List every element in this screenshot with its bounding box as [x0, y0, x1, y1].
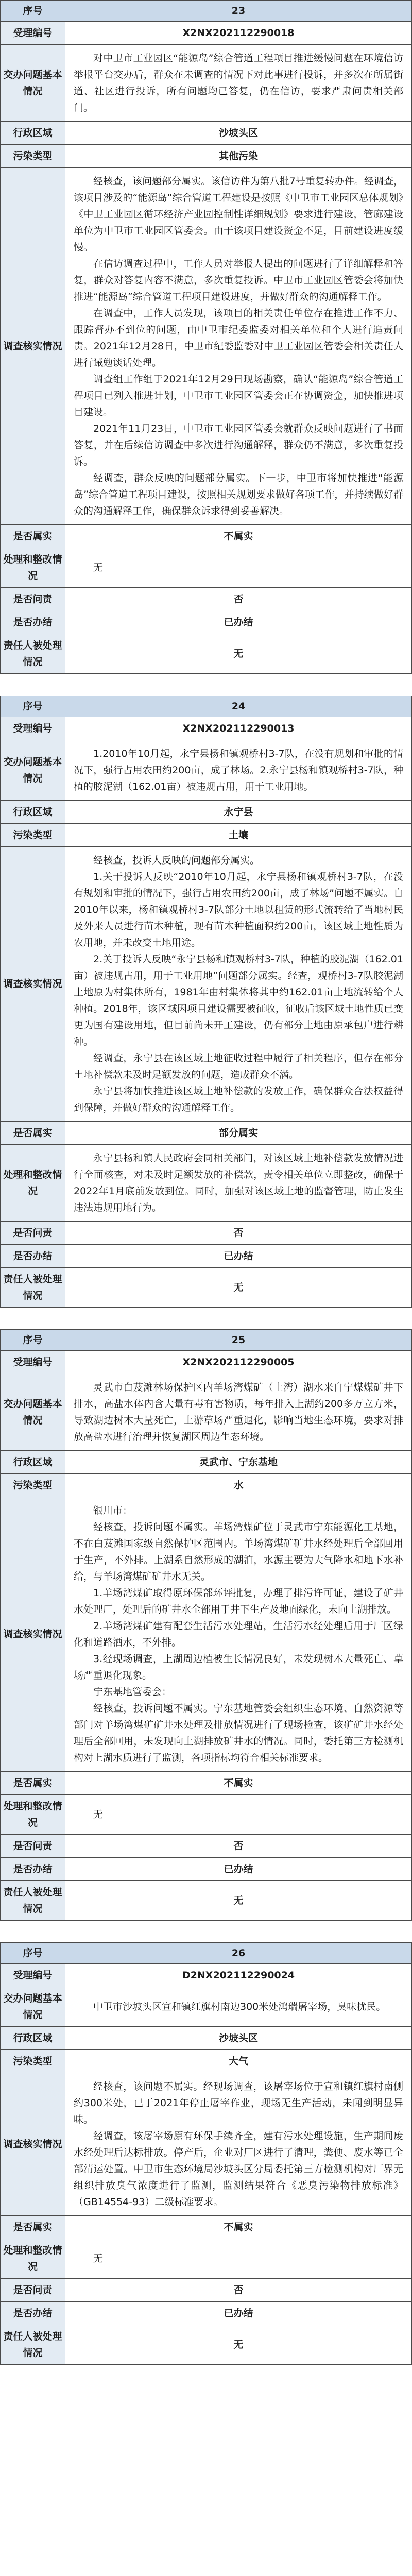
resolved-label: 是否办结 — [1, 1858, 65, 1881]
investigation-paragraph: 永宁县将加快推进该区域土地补偿款的发放工作，确保群众合法权益得到保障，并做好群众的沟通解释工作。 — [74, 1086, 403, 1113]
pollution-label: 污染类型 — [1, 1474, 65, 1497]
paragraph: 中卫市沙坡头区宣和镇红旗村南边300米处鸿瑞屠宰场，臭味扰民。 — [93, 2001, 386, 2012]
investigation-paragraph: 1.关于投诉人反映“2010年10月起，永宁县杨和镇观桥村3-7队，在没有规划和审批的情况下，强行占用农田约200亩，成了林场”问题不属实。自2010年以来，杨和镇观桥村3-7队部分土地以租赁的形式流转给了当地村民及外来人员进行苗木种植，现有苗木种植面积约200亩，该区域土地性质为农用地，并未改变土地用途。 — [74, 871, 403, 948]
region-value: 永宁县 — [65, 801, 412, 824]
investigation-paragraph: 在调查中，工作人员发现，该项目的相关责任单位存在推进工作不力、跟踪督办不到位的问题，由中卫市纪委监委对相关单位和个人进行追责问责。2021年12月28日，中卫市纪委监委对中卫工业园区管委会相关责任人进行诫勉谈话处理。 — [74, 308, 403, 368]
investigation-label: 调查核实情况 — [1, 1497, 65, 1772]
resolved-value: 已办结 — [65, 2302, 412, 2325]
pollution-label: 污染类型 — [1, 824, 65, 847]
investigation-paragraph: 经核查，该问题不属实。经现场调查，该屠宰场位于宣和镇红旗村南侧约300米处，已于2021年停止屠宰作业，现场无生产活动，未闻到明显异味。 — [74, 2081, 403, 2125]
verified-value: 不属实 — [65, 1772, 412, 1795]
pollution-value: 土壤 — [65, 824, 412, 847]
case-gap — [0, 1308, 412, 1329]
resolved-value: 已办结 — [65, 1858, 412, 1881]
paragraph: 灵武市白芨滩林场保护区内羊场湾煤矿（上湾）湖水来自宁煤煤矿井下排水，高盐水体内含大量有毒有害物质，每年排入上湖约200多万立方米，导致湖边树木大量死亡，上游草场严重退化，影响当地生态环境，要求对排放高盐水进行治理并恢复湖区周边生态环境。 — [74, 1382, 403, 1443]
investigation-paragraph: 3.经现场调查，上湖周边植被生长情况良好，未发现树木大量死亡、草场严重退化现象。 — [74, 1653, 403, 1681]
id-value: X2NX202112290013 — [65, 717, 412, 740]
region-value: 灵武市、宁东基地 — [65, 1451, 412, 1474]
investigation-paragraph: 经调查，永宁县在该区域土地征收过程中履行了相关程序，但存在部分土地补偿款未及时足额发放的问题，造成群众不满。 — [74, 1053, 403, 1080]
investigation-paragraph: 经核查，投诉人反映的问题部分属实。 — [93, 855, 260, 866]
seq-value: 25 — [65, 1330, 412, 1351]
investigation-paragraph: 经核查，该问题部分属实。该信访件为第八批7号重复转办件。经调查，该项目涉及的“能源岛”综合管道工程建设是按照《中卫市工业园区总体规划》《中卫工业园区循环经济产业园控制性详细规划》要求进行建设，管廊建设单位为中卫市工业园区管委会。由于该项目建设资金不足，目前建设进度缓慢。 — [74, 176, 403, 253]
accountable-value: 否 — [65, 1222, 412, 1245]
handling-value — [65, 1145, 412, 1222]
id-label: 受理编号 — [1, 717, 65, 740]
person-value: 无 — [65, 1268, 412, 1308]
investigation-paragraph: 银川市： — [93, 1505, 133, 1516]
case-table — [0, 0, 412, 674]
handling-label: 处理和整改情况 — [1, 1145, 65, 1222]
paragraph: 1.2010年10月起，永宁县杨和镇观桥村3-7队，在没有规划和审批的情况下，强行占用农田约200亩，成了林场。2.永宁县杨和镇观桥村3-7队，种植的胶泥湖（162.01亩）被违规占用，用于工业用地。 — [74, 748, 403, 792]
handling-label: 处理和整改情况 — [1, 1795, 65, 1835]
paragraph: 永宁县杨和镇人民政府会同相关部门，对该区域土地补偿款发放情况进行全面核查，对未及时足额发放的补偿款，责令相关单位立即整改，确保于2022年1月底前发放到位。同时，加强对该区域土地的监督管理，防止发生违法违规用地行为。 — [74, 1153, 403, 1213]
basic-value — [65, 1374, 412, 1451]
id-label: 受理编号 — [1, 1964, 65, 1987]
case-table — [0, 1329, 412, 1921]
investigation-paragraph: 2.关于投诉人反映“永宁县杨和镇观桥村3-7队，种植的胶泥湖（162.01亩）被违规占用，用于工业用地”问题部分属实。经查，观桥村3-7队胶泥湖土地原为村集体所有，1981年由村集体将其中约162.01亩土地流转给个人种植。2018年，该区域因项目建设需要被征收，征收后该区域土地性质已变更为国有建设用地，但目前尚未开工建设，仍有部分土地由原承包户进行耕种。 — [74, 954, 403, 1047]
investigation-paragraph: 经调查，该屠宰场原有环保手续齐全，建有污水处理设施，生产期间废水经处理后达标排放。停产后，企业对厂区进行了清理，粪便、废水等已全部清运处置。中卫市生态环境局沙坡头区分局委托第三方检测机构对厂界无组织排放臭气浓度进行了监测，监测结果符合《恶臭污染物排放标准》（GB14554-93）二级标准要求。 — [74, 2130, 403, 2208]
case-table — [0, 696, 412, 1308]
verified-value: 不属实 — [65, 2216, 412, 2239]
region-value: 沙坡头区 — [65, 2027, 412, 2050]
investigation-value — [65, 2073, 412, 2216]
handling-value — [65, 1795, 412, 1835]
accountable-label: 是否问责 — [1, 1222, 65, 1245]
person-value: 无 — [65, 2325, 412, 2365]
investigation-paragraph: 2.羊场湾煤矿建有配套生活污水处理站，生活污水经处理后用于厂区绿化和道路洒水，不外排。 — [74, 1620, 403, 1648]
region-label: 行政区域 — [1, 122, 65, 145]
basic-label: 交办问题基本情况 — [1, 1987, 65, 2027]
pollution-value: 其他污染 — [65, 145, 412, 168]
person-label: 责任人被处理情况 — [1, 1881, 65, 1921]
verified-label: 是否属实 — [1, 1122, 65, 1145]
resolved-label: 是否办结 — [1, 1245, 65, 1268]
seq-label: 序号 — [1, 1943, 65, 1964]
seq-label: 序号 — [1, 1330, 65, 1351]
resolved-label: 是否办结 — [1, 2302, 65, 2325]
id-value: X2NX202112290005 — [65, 1351, 412, 1374]
verified-value: 部分属实 — [65, 1122, 412, 1145]
seq-label: 序号 — [1, 696, 65, 717]
investigation-label: 调查核实情况 — [1, 2073, 65, 2216]
verified-value: 不属实 — [65, 525, 412, 548]
investigation-value — [65, 168, 412, 525]
investigation-paragraph: 在信访调查过程中，工作人员对举报人提出的问题进行了详细解释和答复，群众对答复内容不满意，多次重复投诉。中卫市工业园区管委会将加快推进“能源岛”综合管道工程项目建设进度，并做好群众的沟通解释工作。 — [74, 258, 403, 302]
accountable-label: 是否问责 — [1, 588, 65, 611]
id-label: 受理编号 — [1, 22, 65, 45]
seq-value: 26 — [65, 1943, 412, 1964]
accountable-label: 是否问责 — [1, 1835, 65, 1858]
handling-value — [65, 2239, 412, 2279]
verified-label: 是否属实 — [1, 2216, 65, 2239]
region-label: 行政区域 — [1, 801, 65, 824]
basic-value — [65, 45, 412, 122]
basic-label: 交办问题基本情况 — [1, 45, 65, 122]
resolved-value: 已办结 — [65, 1245, 412, 1268]
id-value: D2NX202112290024 — [65, 1964, 412, 1987]
person-label: 责任人被处理情况 — [1, 634, 65, 674]
resolved-label: 是否办结 — [1, 611, 65, 634]
accountable-value: 否 — [65, 588, 412, 611]
case-table — [0, 1942, 412, 2365]
person-label: 责任人被处理情况 — [1, 1268, 65, 1308]
seq-label: 序号 — [1, 1, 65, 22]
verified-label: 是否属实 — [1, 525, 65, 548]
pollution-value: 大气 — [65, 2050, 412, 2073]
investigation-label: 调查核实情况 — [1, 847, 65, 1122]
region-value: 沙坡头区 — [65, 122, 412, 145]
paragraph: 无 — [93, 562, 104, 573]
investigation-value — [65, 847, 412, 1122]
accountable-label: 是否问责 — [1, 2279, 65, 2302]
resolved-value: 已办结 — [65, 611, 412, 634]
investigation-paragraph: 经核查，投诉问题不属实。羊场湾煤矿位于灵武市宁东能源化工基地，不在白芨滩国家级自然保护区范围内。羊场湾煤矿矿井水经处理后全部回用于生产，不外排。上湖系自然形成的湖泊，水源主要为大气降水和地下水补给，与羊场湾煤矿矿井水无关。 — [74, 1521, 403, 1582]
investigation-paragraph: 2021年11月23日，中卫市工业园区管委会就群众反映问题进行了书面答复，并在后续信访调查中多次进行沟通解释，群众仍不满意，多次重复投诉。 — [74, 423, 403, 467]
basic-value — [65, 1987, 412, 2027]
investigation-paragraph: 经核查，投诉问题不属实。宁东基地管委会组织生态环境、自然资源等部门对羊场湾煤矿矿井水处理及排放情况进行了现场检查，该矿矿井水经处理后全部回用，未发现向上湖排放矿井水的情况。同时，委托第三方检测机构对上湖水质进行了监测，各项指标均符合相关标准要求。 — [74, 1703, 403, 1764]
handling-value — [65, 548, 412, 588]
accountable-value: 否 — [65, 1835, 412, 1858]
region-label: 行政区域 — [1, 1451, 65, 1474]
seq-value: 23 — [65, 1, 412, 22]
basic-value — [65, 740, 412, 801]
paragraph: 无 — [93, 1809, 104, 1820]
handling-label: 处理和整改情况 — [1, 2239, 65, 2279]
pollution-label: 污染类型 — [1, 2050, 65, 2073]
paragraph: 无 — [93, 2253, 104, 2264]
case-gap — [0, 1921, 412, 1942]
investigation-paragraph: 1.羊场湾煤矿取得原环保部环评批复，办理了排污许可证，建设了矿井水处理厂，处理后的矿井水全部用于井下生产及地面绿化，未向上湖排放。 — [74, 1587, 403, 1615]
paragraph: 对中卫市工业园区“能源岛”综合管道工程项目推进缓慢问题在环境信访举报平台交办后，群众在未调查的情况下对此事进行投诉，并多次在所属街道、社区进行投诉，所有问题均已答复，仍在信访，要求严肃问责相关部门。 — [74, 53, 403, 113]
investigation-value — [65, 1497, 412, 1772]
seq-value: 24 — [65, 696, 412, 717]
id-value: X2NX202112290018 — [65, 22, 412, 45]
basic-label: 交办问题基本情况 — [1, 1374, 65, 1451]
pollution-label: 污染类型 — [1, 145, 65, 168]
accountable-value: 否 — [65, 2279, 412, 2302]
id-label: 受理编号 — [1, 1351, 65, 1374]
region-label: 行政区域 — [1, 2027, 65, 2050]
person-label: 责任人被处理情况 — [1, 2325, 65, 2365]
handling-label: 处理和整改情况 — [1, 548, 65, 588]
investigation-label: 调查核实情况 — [1, 168, 65, 525]
investigation-paragraph: 宁东基地管委会： — [93, 1686, 172, 1698]
basic-label: 交办问题基本情况 — [1, 740, 65, 801]
investigation-paragraph: 经调查，群众反映的问题部分属实。下一步，中卫市将加快推进“能源岛”综合管道工程项目建设，按照相关规划要求做好各项工作，并持续做好群众的沟通解释工作，确保群众诉求得到妥善解决。 — [74, 472, 403, 517]
investigation-paragraph: 调查组工作组于2021年12月29日现场勘察，确认“能源岛”综合管道工程项目已列入推进计划，中卫市工业园区管委会正在协调资金，加快推进项目建设。 — [74, 374, 403, 418]
verified-label: 是否属实 — [1, 1772, 65, 1795]
pollution-value: 水 — [65, 1474, 412, 1497]
person-value: 无 — [65, 634, 412, 674]
person-value: 无 — [65, 1881, 412, 1921]
case-gap — [0, 674, 412, 696]
